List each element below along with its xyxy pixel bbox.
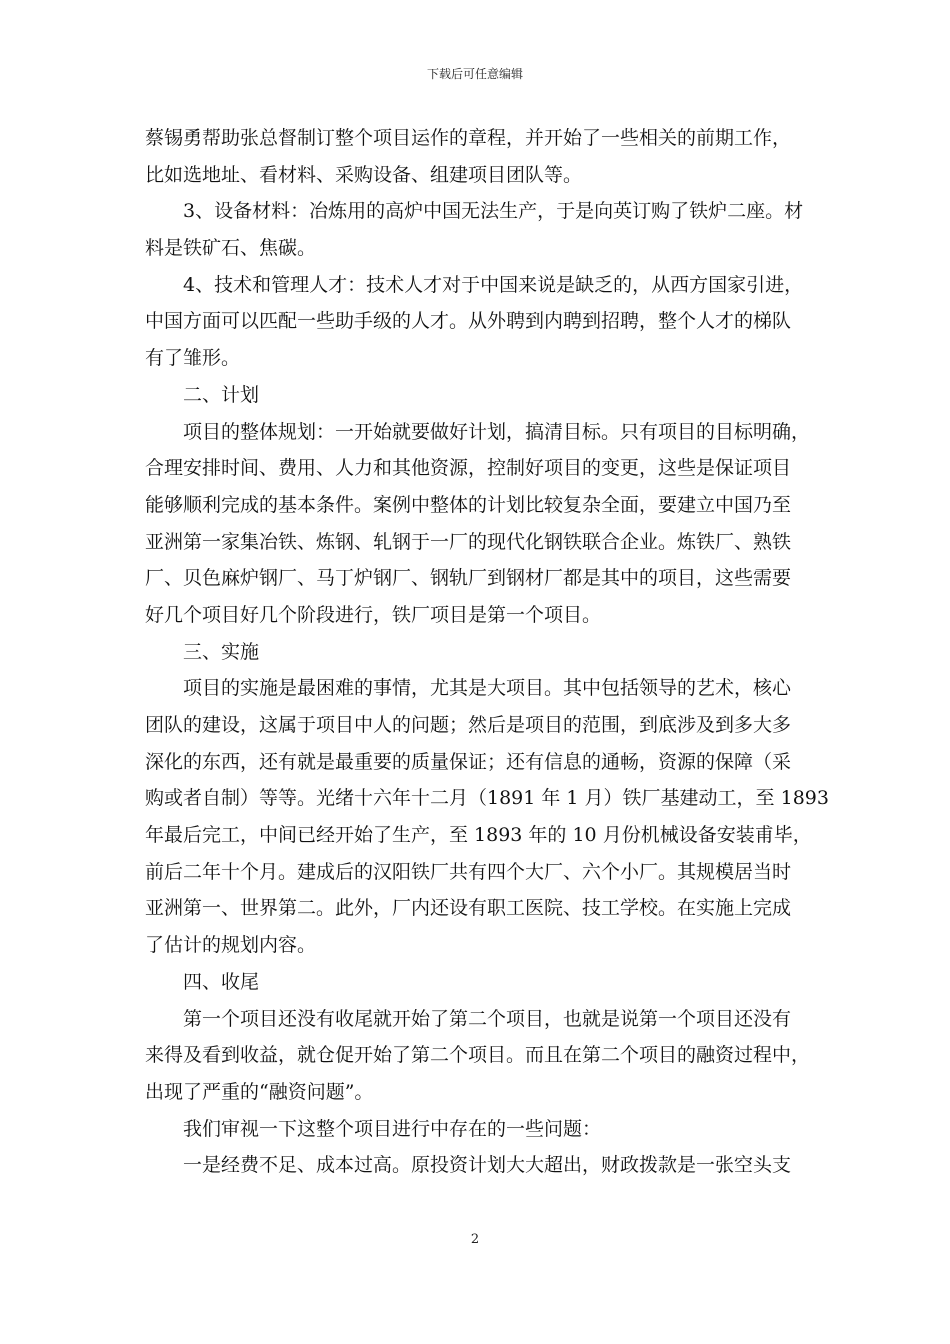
text-line: 4、技术和管理人才：技术人才对于中国来说是缺乏的，从西方国家引进， — [183, 273, 804, 296]
text-line: 好几个项目好几个阶段进行，铁厂项目是第一个项目。 — [145, 603, 602, 626]
text-line: 厂、贝色麻炉钢厂、马丁炉钢厂、钢轨厂到钢材厂都是其中的项目，这些需要 — [145, 567, 792, 590]
text-line: 四、收尾 — [183, 970, 260, 993]
page-header: 下载后可任意编辑 — [426, 67, 523, 81]
body-text — [145, 120, 829, 1184]
text-line: 了估计的规划内容。 — [145, 934, 317, 957]
text-line: 深化的东西，还有就是最重要的质量保证；还有信息的通畅，资源的保障（采 — [145, 750, 792, 773]
text-line: 我们审视一下这整个项目进行中存在的一些问题： — [183, 1117, 602, 1140]
text-line: 一是经费不足、成本过高。原投资计划大大超出，财政拨款是一张空头支 — [183, 1154, 792, 1177]
text-line: 能够顺利完成的基本条件。案例中整体的计划比较复杂全面，要建立中国乃至 — [145, 493, 792, 516]
text-line: 亚洲第一家集冶铁、炼钢、轧钢于一厂的现代化钢铁联合企业。炼铁厂、熟铁 — [145, 530, 792, 553]
text-line: 有了雏形。 — [145, 347, 241, 370]
text-line: 项目的整体规划：一开始就要做好计划，搞清目标。只有项目的目标明确， — [183, 420, 811, 443]
text-line: 项目的实施是最困难的事情，尤其是大项目。其中包括领导的艺术，核心 — [183, 677, 792, 700]
text-line: 前后二年十个月。建成后的汉阳铁厂共有四个大厂、六个小厂。其规模居当时 — [145, 860, 792, 883]
text-line: 料是铁矿石、焦碳。 — [145, 237, 317, 260]
text-line: 蔡锡勇帮助张总督制订整个项目运作的章程，并开始了一些相关的前期工作， — [145, 127, 792, 149]
text-line: 年最后完工，中间已经开始了生产，至 1893 年的 10 月份机械设备安装甫毕， — [145, 824, 812, 847]
text-line: 比如选地址、看材料、采购设备、组建项目团队等。 — [145, 163, 583, 186]
text-line: 亚洲第一、世界第二。此外，厂内还设有职工医院、技工学校。在实施上完成 — [145, 897, 792, 920]
text-line: 二、计划 — [183, 383, 260, 406]
text-line: 来得及看到收益，就仓促开始了第二个项目。而且在第二个项目的融资过程中， — [145, 1044, 811, 1067]
page-number: 2 — [470, 1232, 480, 1247]
text-line: 购或者自制）等等。光绪十六年十二月（1891 年 1 月）铁厂基建动工，至 1893 — [145, 787, 829, 810]
text-line: 第一个项目还没有收尾就开始了第二个项目，也就是说第一个项目还没有 — [183, 1007, 792, 1030]
text-line: 中国方面可以匹配一些助手级的人才。从外聘到内聘到招聘，整个人才的梯队 — [145, 310, 792, 333]
text-line: 合理安排时间、费用、人力和其他资源，控制好项目的变更，这些是保证项目 — [145, 457, 792, 480]
text-line: 团队的建设，这属于项目中人的问题；然后是项目的范围，到底涉及到多大多 — [145, 714, 792, 736]
text-line: 出现了严重的“融资问题”。 — [145, 1080, 374, 1103]
text-line: 三、实施 — [183, 640, 260, 663]
text-line: 3、设备材料：冶炼用的高炉中国无法生产，于是向英订购了铁炉二座。材 — [183, 200, 804, 223]
